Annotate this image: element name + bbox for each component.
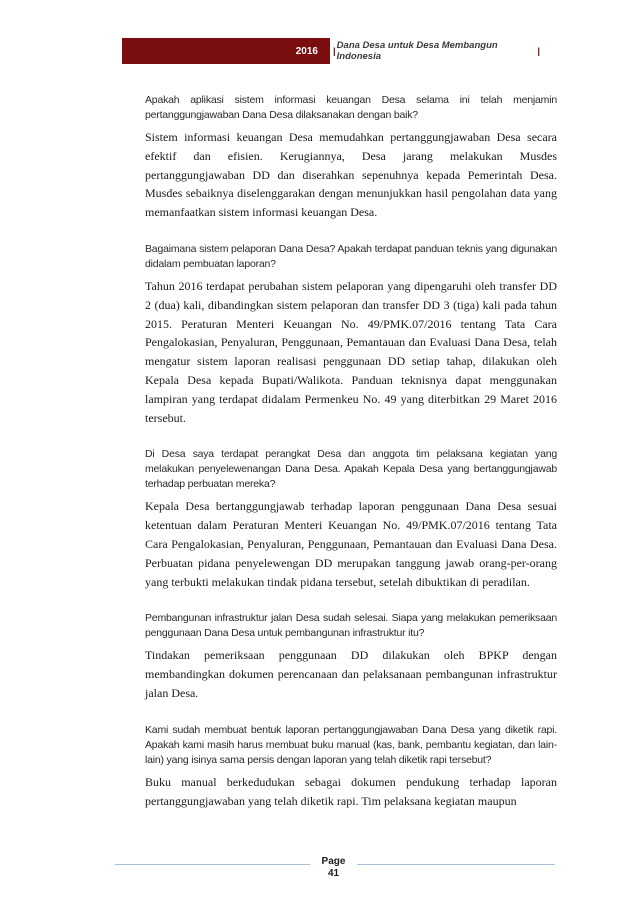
header-bar-left: |	[333, 45, 336, 57]
header-bar-right: |	[537, 45, 540, 57]
answer-2: Tahun 2016 terdapat perubahan sistem pelaporan yang dipengaruhi oleh transfer DD 2 (dua) kali, dibandingkan sistem pelaporan dan transfer DD 3 (tiga) kali pada tahun 2015. Peraturan Menteri Keuangan No. 49/PMK.07/2016 tentang Tata Cara Pengalokasian, Penyaluran, Penggunaan, Pemantauan dan Evaluasi Dana Desa, telah mengatur sistem laporan realisasi penggunaan DD setiap tahap, dilakukan oleh Kepala Desa kepada Bupati/Walikota. Panduan teknisnya dapat menggunakan lampiran yang terdapat didalam Permenkeu No. 49 yang diterbitkan 29 Maret 2016 tersebut.	[145, 278, 557, 425]
header-title-wrap	[332, 38, 545, 64]
header-year: 2016	[122, 38, 332, 64]
answer-4: Tindakan pemeriksaan penggunaan DD dilakukan oleh BPKP dengan membandingkan dokumen perencanaan dan pelaksanaan pembangunan infrastruktur jalan Desa.	[145, 648, 557, 700]
answer-1: Sistem informasi keuangan Desa memudahkan pertanggungjawaban Desa secara efektif dan efisien. Kerugiannya, Desa jarang melakukan Musdes pertanggungjawaban DD dan diserahkan sepenuhnya kepada Pemerintah Desa. Musdes sebaiknya diselenggarakan dengan menunjukkan hasil pengolahan data yang memanfaatkan sistem informasi keuangan Desa.	[145, 130, 557, 220]
page-label: Page	[321, 856, 346, 867]
question-5: Kami sudah membuat bentuk laporan pertanggungjawaban Dana Desa yang diketik rapi. Apakah kami masih harus membuat buku manual (kas, bank, pembantu kegiatan, dan lain-lain) yang isinya sama persis dengan laporan yang telah diketik rapi tersebut?	[145, 723, 557, 766]
answer-3: Kepala Desa bertanggungjawab terhadap laporan penggunaan Dana Desa sesuai ketentuan dalam Peraturan Menteri Keuangan No. 49/PMK.07/2016 tentang Tata Cara Pengalokasian, Penyaluran, Penggunaan, Pemantauan dan Evaluasi Dana Desa. Perbuatan pidana penyelewengan DD merupakan tanggung jawab orang-per-orang yang terbukti melakukan tindak pidana tersebut, setelah dibuktikan di peradilan.	[145, 499, 557, 589]
page-header	[122, 38, 545, 64]
footer-rule-right	[357, 864, 555, 865]
header-title: Dana Desa untuk Desa Membangun Indonesia	[336, 40, 498, 62]
footer-rule-left	[115, 864, 310, 865]
question-1: Apakah aplikasi sistem informasi keuangan Desa selama ini telah menjamin pertanggungjawaban Dana Desa dilaksanakan dengan baik?	[145, 94, 557, 121]
question-3: Di Desa saya terdapat perangkat Desa dan anggota tim pelaksana kegiatan yang melakukan penyelewenangan Dana Desa. Apakah Kepala Desa yang bertanggungjawab terhadap perbuatan mereka?	[145, 448, 557, 491]
question-2: Bagaimana sistem pelaporan Dana Desa? Apakah terdapat panduan teknis yang digunakan didalam pembuatan laporan?	[145, 242, 557, 270]
answer-5: Buku manual berkedudukan sebagai dokumen pendukung terhadap laporan pertanggungjawaban yang telah diketik rapi. Tim pelaksana kegiatan maupun	[145, 774, 557, 808]
page-footer	[115, 852, 555, 882]
question-4: Pembangunan infrastruktur jalan Desa sudah selesai. Siapa yang melakukan pemeriksaan penggunaan Dana Desa untuk pembangunan infrastruktur itu?	[145, 612, 557, 640]
page-number: 41	[327, 868, 340, 879]
page-content	[145, 93, 557, 830]
